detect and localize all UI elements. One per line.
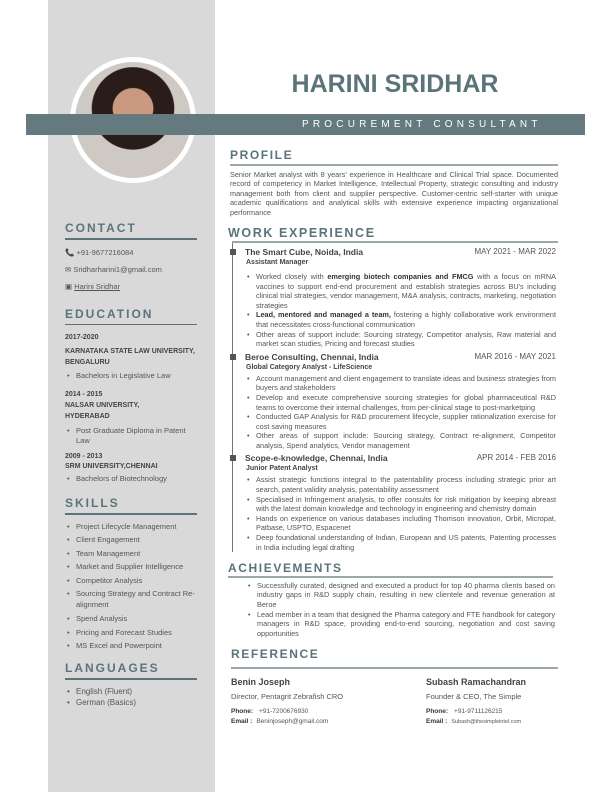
- main-content: [228, 148, 558, 725]
- languages-section: [65, 661, 200, 708]
- divider: [65, 238, 197, 240]
- job-entry: [233, 243, 558, 349]
- phone-text: +91-9677216084: [76, 247, 134, 257]
- job-header: [233, 352, 558, 362]
- edu-degree: • Bachelors of Biotechnology: [65, 474, 200, 484]
- skill-item: • Project Lifecycle Management: [65, 521, 200, 532]
- reference-heading: REFERENCE: [231, 647, 320, 662]
- education-item: [65, 334, 200, 381]
- edu-degree: • Post Graduate Diploma in Patent Law: [65, 426, 200, 446]
- job-bullets: [245, 374, 556, 451]
- linkedin-link[interactable]: Harini Sridhar: [74, 281, 121, 291]
- edu-years: 2009 - 2013: [65, 453, 103, 460]
- achievement-item: • Successfully curated, designed and executed a product for top 40 pharma clients based on industry gaps in R&D supply chain, resulting in new clientele and revenue generation at Beroe: [246, 581, 555, 610]
- bullet-text-bold: emerging biotech companies and FMCG: [327, 271, 474, 281]
- divider: [65, 324, 197, 326]
- sidebar-content: [65, 221, 200, 717]
- timeline-marker: [230, 249, 236, 255]
- timeline-marker: [230, 455, 236, 461]
- profile-text: Senior Market analyst with 8 years' experience in Healthcare and Clinical Trial space. Documented record of competency in Market Intelligence, Intellectual Property, strategic consulting and industry management both from client and supplier perspective. Customer-centric self-starter with unique academic qualifications and analytical skills with extensive experience impacting organizational performance: [230, 169, 558, 217]
- skill-item: • Client Engagement: [65, 534, 200, 545]
- contact-section: [65, 221, 200, 291]
- reference-phone-row: [426, 708, 556, 715]
- reference-name: Benin Joseph: [231, 676, 291, 687]
- reference-phone-row: [231, 708, 426, 715]
- phone-row: [65, 248, 200, 257]
- bullet-text-pre: Worked closely with: [256, 271, 328, 281]
- skill-item: • Team Management: [65, 548, 200, 559]
- divider: [65, 678, 197, 680]
- skill-item: • MS Excel and Powerpoint: [65, 640, 200, 651]
- achievements-section: [228, 561, 558, 638]
- job-company: Beroe Consulting, Chennai, India: [245, 351, 379, 362]
- education-item: [65, 453, 200, 484]
- job-dates: APR 2014 - FEB 2016: [476, 453, 556, 463]
- job-title-banner: PROCUREMENT CONSULTANT: [26, 114, 585, 135]
- job-bullet: • Develop and execute comprehensive sourcing strategies for global pharmaceutical R&D teams to overcome their internal challenges, from per-clinical stage to post-marketping: [245, 393, 556, 412]
- reference-card: [231, 677, 426, 725]
- linkedin-row: [65, 282, 200, 291]
- divider: [231, 667, 558, 669]
- contact-heading: CONTACT: [65, 221, 137, 235]
- mail-icon: ✉: [65, 264, 72, 274]
- name-heading: HARINI SRIDHAR: [291, 70, 499, 98]
- achievement-item: • Lead member in a team that designed the Pharma category and FTE handbook for category managers in R&D space, providing end-to-end sourcing, negotiation and cost saving opportunities: [246, 610, 555, 639]
- job-entry: [233, 349, 558, 451]
- job-bullet: • Account management and client engagement to translate ideas and business strategies from buyers and stakeholders: [245, 374, 556, 393]
- job-bullet: [245, 330, 556, 349]
- job-dates: MAY 2021 - MAR 2022: [474, 246, 556, 256]
- job-bullet: • Deep foundational understanding of Indian, European and US patents, Patenting processes in India including legal drafting: [245, 533, 556, 552]
- skills-section: [65, 496, 200, 651]
- education-item: [65, 391, 200, 446]
- email-link[interactable]: Sridharharini1@gmail.com: [73, 264, 162, 274]
- reference-phone: +91-9711126215: [454, 707, 503, 715]
- job-bullet: [245, 310, 556, 329]
- bullet-text-post: with a focus on mRNA vaccines to support end-end procurement and establish strategies across BU's including clinical trial strategies, vendor management, M&A analysis, contracts, marketing, negotiation strategies: [256, 271, 556, 310]
- job-company: Scope-e-knowledge, Chennai, India: [245, 453, 388, 464]
- phone-label: Phone:: [231, 707, 254, 715]
- edu-school: KARNATAKA STATE LAW UNIVERSITY, BENGALURU: [65, 348, 195, 366]
- edu-school: NALSAR UNIVERSITY, HYDERABAD: [65, 402, 140, 420]
- job-role: Junior Patent Analyst: [246, 465, 318, 473]
- edu-school: SRM UNIVERSITY,CHENNAI: [65, 463, 158, 470]
- linkedin-icon: ▣: [65, 281, 73, 291]
- skill-item: • Pricing and Forecast Studies: [65, 627, 200, 638]
- education-section: [65, 307, 200, 485]
- email-label: Email :: [426, 717, 448, 725]
- achievements-heading: ACHIEVEMENTS: [228, 561, 343, 576]
- job-bullets: [245, 272, 556, 349]
- work-heading: WORK EXPERIENCE: [228, 226, 376, 241]
- skill-item: • Spend Analysis: [65, 613, 200, 624]
- skills-heading: SKILLS: [65, 496, 120, 510]
- skill-item: • Sourcing Strategy and Contract Re-alignment: [65, 588, 200, 610]
- language-item: • English (Fluent): [65, 686, 200, 697]
- email-row: [65, 265, 200, 274]
- divider: [65, 513, 197, 515]
- profile-heading: PROFILE: [230, 148, 294, 162]
- edu-years: 2017-2020: [65, 334, 99, 341]
- education-heading: EDUCATION: [65, 306, 154, 321]
- bullet-text-pre: Other areas of support include: Sourcing strategy, Competitor analysis, Raw material and market scan studies, Pricing and forecast studies: [256, 329, 556, 349]
- job-bullets: [245, 475, 556, 552]
- edu-degree: • Bachelors in Legislative Law: [65, 371, 200, 381]
- reference-email: Subash@thesimpleintel.com: [451, 718, 522, 725]
- job-bullet: • Specialised in Infringement analysis, to offer consults for risk mitigation by keeping abreast with the latest domain knowledge and technology in engineering and chemistry domain: [245, 495, 556, 514]
- job-bullet: • Other areas of support include: Sourcing strategy, Contract re-alignment, Competitor analysis, Spend analytics, Vendor management: [245, 431, 556, 450]
- job-role: Global Category Analyst - LifeScience: [246, 363, 373, 371]
- reference-name: Subash Ramachandran: [426, 676, 527, 687]
- reference-card: [426, 677, 556, 725]
- job-bullet: • Conducted GAP Analysis for R&D procurement lifecycle, supplier rationalization exercise for cost saving measures: [245, 412, 556, 431]
- job-dates: MAR 2016 - MAY 2021: [474, 351, 556, 361]
- job-header: [233, 453, 558, 463]
- job-company: The Smart Cube, Noida, India: [245, 246, 364, 257]
- reference-section: [228, 647, 558, 725]
- divider: [230, 164, 558, 166]
- skill-item: • Market and Supplier Intelligence: [65, 561, 200, 572]
- divider: [228, 576, 553, 578]
- job-header: [233, 247, 558, 257]
- reference-phone: +91-7200676930: [259, 707, 309, 715]
- achievements-list: [246, 581, 555, 639]
- reference-email-row: [231, 718, 426, 725]
- work-section: [228, 226, 558, 552]
- timeline-marker: [230, 354, 236, 360]
- skill-item: • Competitor Analysis: [65, 575, 200, 586]
- phone-label: Phone:: [426, 707, 449, 715]
- job-bullet: • Hands on experience on various databases including Thomson innovation, Orbit, Micropat, Patbase, USPTO, Espacenet: [245, 514, 556, 533]
- reference-email: Beninjoseph@gmail.com: [256, 717, 329, 725]
- email-label: Email :: [231, 717, 253, 725]
- skills-list: [65, 521, 200, 652]
- reference-email-row: [426, 718, 556, 725]
- phone-icon: 📞: [65, 247, 75, 257]
- job-entry: [233, 450, 558, 552]
- language-item: • German (Basics): [65, 697, 200, 708]
- edu-years: 2014 - 2015: [65, 391, 103, 398]
- bullet-text-post: fostering a highly collaborative work environment that necessitates cross-functional communication: [256, 310, 556, 329]
- reference-title: Founder & CEO, The Simple: [426, 691, 522, 701]
- profile-section: [228, 148, 558, 217]
- languages-heading: LANGUAGES: [65, 661, 160, 676]
- job-role: Assistant Manager: [246, 258, 309, 266]
- bullet-text-bold: Lead, mentored and managed a team,: [256, 310, 391, 320]
- job-bullet: [245, 272, 556, 310]
- job-bullet: • Assist strategic functions integral to the patentability process including strategic prior art search, patent validity analysis, patentability assessment: [245, 475, 556, 494]
- timeline: [232, 243, 558, 552]
- reference-title: Director, Pentagrit Zebrafish CRO: [231, 691, 344, 701]
